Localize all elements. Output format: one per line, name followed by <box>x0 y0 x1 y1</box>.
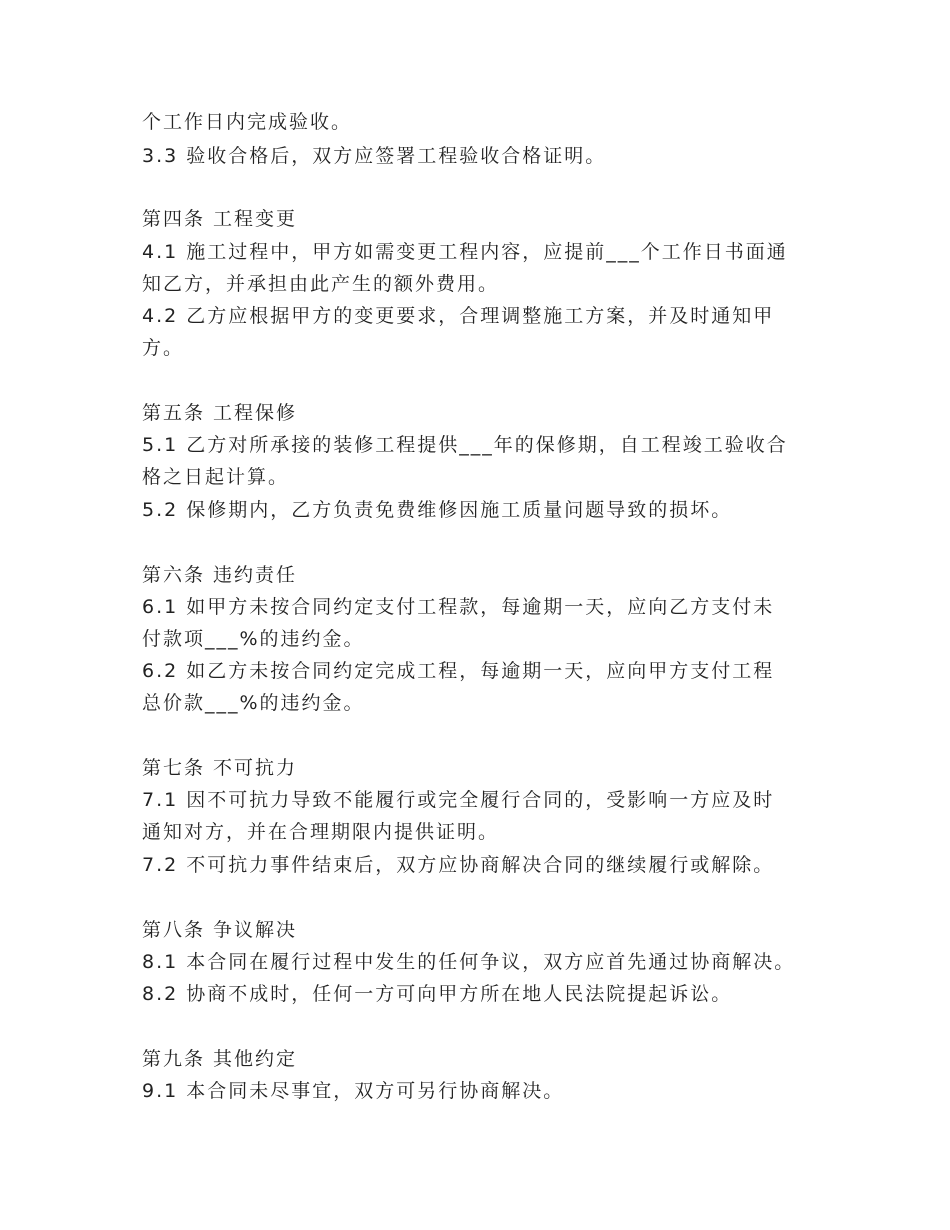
text-line: 7.2 不可抗力事件结束后，双方应协商解决合同的继续履行或解除。 <box>142 854 775 876</box>
text-line: 7.1 因不可抗力导致不能履行或完全履行合同的，受影响一方应及时 <box>142 789 775 811</box>
section-heading: 第八条 争议解决 <box>142 919 298 941</box>
text-line: 通知对方，并在合理期限内提供证明。 <box>142 821 500 843</box>
section-heading: 第九条 其他约定 <box>142 1048 298 1070</box>
text-line: 总价款___%的违约金。 <box>142 692 365 714</box>
text-line: 4.2 乙方应根据甲方的变更要求，合理调整施工方案，并及时通知甲 <box>142 305 775 327</box>
text-line: 方。 <box>142 337 185 359</box>
text-line: 9.1 本合同未尽事宜，双方可另行协商解决。 <box>142 1080 565 1102</box>
text-line: 5.1 乙方对所承接的装修工程提供___年的保修期，自工程竣工验收合 <box>142 434 788 456</box>
text-line: 3.3 验收合格后，双方应签署工程验收合格证明。 <box>142 145 607 167</box>
text-line: 6.2 如乙方未按合同约定完成工程，每逾期一天，应向甲方支付工程 <box>142 660 775 682</box>
text-line: 个工作日内完成验收。 <box>142 111 353 133</box>
section-heading: 第六条 违约责任 <box>142 564 298 586</box>
text-line: 付款项___%的违约金。 <box>142 628 365 650</box>
section-heading: 第七条 不可抗力 <box>142 757 298 779</box>
text-line: 知乙方，并承担由此产生的额外费用。 <box>142 273 500 295</box>
section-heading: 第五条 工程保修 <box>142 402 298 424</box>
text-line: 8.1 本合同在履行过程中发生的任何争议，双方应首先通过协商解决。 <box>142 951 796 973</box>
text-line: 格之日起计算。 <box>142 466 290 488</box>
text-line: 4.1 施工过程中，甲方如需变更工程内容，应提前___个工作日书面通 <box>142 241 788 263</box>
section-heading: 第四条 工程变更 <box>142 208 298 230</box>
text-line: 8.2 协商不成时，任何一方可向甲方所在地人民法院提起诉讼。 <box>142 983 733 1005</box>
text-line: 5.2 保修期内，乙方负责免费维修因施工质量问题导致的损坏。 <box>142 499 733 521</box>
text-line: 6.1 如甲方未按合同约定支付工程款，每逾期一天，应向乙方支付未 <box>142 596 775 618</box>
